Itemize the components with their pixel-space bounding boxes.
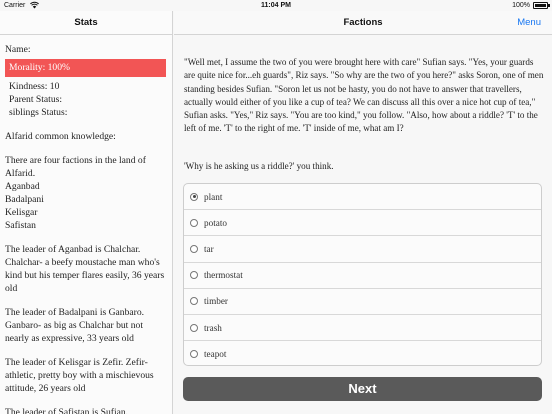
radio-icon[interactable] xyxy=(190,324,198,332)
morality-stat: Morality: 100% xyxy=(5,59,166,77)
factions-intro: There are four factions in the land of Alfarid. xyxy=(5,155,146,179)
faction-item: Badalpani xyxy=(5,194,44,205)
option-tar[interactable] xyxy=(184,236,541,262)
faction-item: Kelisgar xyxy=(5,207,38,218)
status-bar xyxy=(0,0,552,11)
option-thermostat[interactable] xyxy=(184,263,541,289)
siblings-status: siblings Status: xyxy=(9,107,68,118)
faction-item: Safistan xyxy=(5,220,36,231)
main-navbar xyxy=(174,11,552,35)
answer-options xyxy=(183,183,542,366)
page-title: Factions xyxy=(343,17,383,28)
leader-aganbad: The leader of Aganbad is Chalchar. Chalchar- a beefy moustache man who's kind but his temper flares easily, 36 years old xyxy=(5,244,165,294)
radio-icon[interactable] xyxy=(190,271,198,279)
kindness-stat: Kindness: 10 xyxy=(9,81,60,92)
option-potato[interactable] xyxy=(184,210,541,236)
stats-sidebar[interactable] xyxy=(0,11,173,414)
radio-icon[interactable] xyxy=(190,350,198,358)
common-knowledge-heading: Alfarid common knowledge: xyxy=(5,131,116,142)
faction-item: Aganbad xyxy=(5,181,40,192)
option-label: tar xyxy=(204,243,214,254)
option-label: thermostat xyxy=(204,270,243,281)
option-label: plant xyxy=(204,191,223,202)
carrier-label: Carrier xyxy=(4,2,26,9)
battery-icon xyxy=(533,2,548,9)
menu-button[interactable]: Menu xyxy=(517,17,541,28)
option-teapot[interactable] xyxy=(184,341,541,366)
radio-icon[interactable] xyxy=(190,297,198,305)
name-label: Name: xyxy=(5,44,31,55)
radio-selected-icon[interactable] xyxy=(190,193,198,201)
option-label: potato xyxy=(204,217,227,228)
leader-kelisgar: The leader of Kelisgar is Zefir. Zefir- athletic, pretty boy with a mischievous attitude, 26 years old xyxy=(5,357,154,394)
parent-status: Parent Status: xyxy=(9,94,63,105)
factions-panel xyxy=(174,11,552,414)
option-label: timber xyxy=(204,296,228,307)
thought-text: 'Why is he asking us a riddle?' you think. xyxy=(184,161,334,171)
story-text: "Well met, I assume the two of you were brought here with care" Sufian says. "Yes, your guards are quite nice for...eh guards", Riz says. "So why are the two of you here?" asks Soron, one of men standing besides Sufian. "Soron let us not be hasty, you do not have to answer that travellers, actually would either of you like a cup of tea? We can discuss all this over a nice hot cup of tea," Sufian asks. "Yes," Riz says. "You are too kind," you follow. "Also, how about a riddle? 'T' to the left of me. 'T' to the right of me. 'T' inside of me, what am I? xyxy=(184,57,544,134)
battery-percent: 100% xyxy=(512,2,530,9)
radio-icon[interactable] xyxy=(190,245,198,253)
leader-badalpani: The leader of Badalpani is Ganbaro. Ganbaro- as big as Chalchar but not nearly as expressive, 33 years old xyxy=(5,307,145,344)
leader-safistan: The leader of Safistan is Sufian. xyxy=(5,407,129,414)
option-label: trash xyxy=(204,322,222,333)
next-button[interactable]: Next xyxy=(183,377,542,401)
sidebar-title: Stats xyxy=(74,17,98,28)
option-timber[interactable] xyxy=(184,289,541,315)
clock: 11:04 PM xyxy=(261,2,291,9)
option-trash[interactable] xyxy=(184,315,541,341)
stats-content xyxy=(0,35,172,414)
sidebar-navbar xyxy=(0,11,172,35)
radio-icon[interactable] xyxy=(190,219,198,227)
option-label: teapot xyxy=(204,349,227,360)
option-plant[interactable] xyxy=(184,184,541,210)
